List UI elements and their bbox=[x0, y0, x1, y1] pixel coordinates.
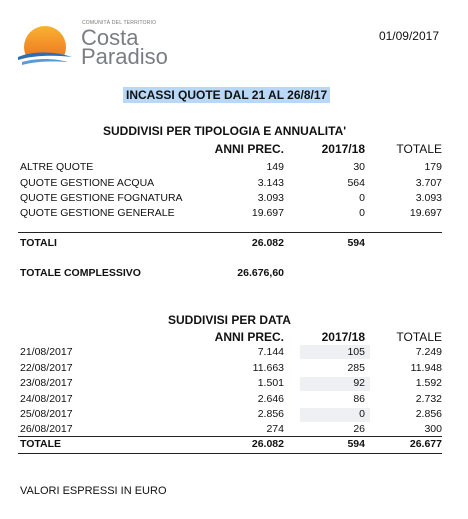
cell-curr: 285 bbox=[347, 362, 365, 374]
cell-total: 1.592 bbox=[415, 377, 442, 389]
divider bbox=[18, 453, 442, 454]
totals-prev: 26.082 bbox=[251, 438, 284, 450]
section1-heading: SUDDIVISI PER TIPOLOGIA E ANNUALITA' bbox=[103, 124, 347, 138]
cell-prev: 274 bbox=[266, 423, 284, 435]
totals-curr: 594 bbox=[347, 237, 365, 249]
section1-header-row bbox=[0, 142, 468, 158]
col-header-prev: ANNI PREC. bbox=[214, 142, 284, 156]
cell-total: 3.093 bbox=[415, 192, 442, 204]
row-label: QUOTE GESTIONE FOGNATURA bbox=[20, 192, 183, 204]
row-label: QUOTE GESTIONE GENERALE bbox=[20, 207, 175, 219]
totals-prev: 26.082 bbox=[251, 237, 284, 249]
cell-curr: 564 bbox=[347, 177, 365, 189]
row-label: 23/08/2017 bbox=[20, 377, 73, 389]
section2-heading: SUDDIVISI PER DATA bbox=[168, 313, 291, 327]
cell-prev: 2.646 bbox=[257, 393, 284, 405]
cell-curr: 0 bbox=[359, 192, 365, 204]
table-row bbox=[0, 346, 468, 362]
cell-total: 19.697 bbox=[409, 207, 442, 219]
cell-curr: 0 bbox=[359, 207, 365, 219]
cell-total: 179 bbox=[424, 161, 442, 173]
cell-curr: 86 bbox=[353, 393, 365, 405]
logo-name-line1: Costa bbox=[81, 25, 139, 50]
footer-note: VALORI ESPRESSI IN EURO bbox=[20, 485, 167, 497]
table-row bbox=[0, 362, 468, 378]
cell-prev: 19.697 bbox=[251, 207, 284, 219]
col-header-total: TOTALE bbox=[396, 142, 442, 156]
cell-total: 300 bbox=[424, 423, 442, 435]
cell-prev: 7.144 bbox=[257, 346, 284, 358]
col-header-prev: ANNI PREC. bbox=[214, 330, 284, 344]
document-title: INCASSI QUOTE DAL 21 AL 26/8/17 bbox=[123, 87, 330, 103]
cell-curr: 105 bbox=[347, 346, 365, 358]
col-header-total: TOTALE bbox=[396, 330, 442, 344]
row-label: QUOTE GESTIONE ACQUA bbox=[20, 177, 155, 189]
cell-curr: 92 bbox=[353, 377, 365, 389]
section2-header-row bbox=[0, 330, 468, 346]
cell-prev: 149 bbox=[266, 161, 284, 173]
table-row bbox=[0, 192, 468, 208]
col-header-curr: 2017/18 bbox=[321, 330, 365, 344]
table-row bbox=[0, 408, 468, 424]
cell-prev: 11.663 bbox=[252, 362, 284, 374]
row-label: 25/08/2017 bbox=[20, 408, 73, 420]
grand-total-row bbox=[0, 267, 468, 283]
document-date: 01/09/2017 bbox=[378, 29, 439, 43]
grand-total-value: 26.676,60 bbox=[237, 267, 284, 279]
sun-wave-logo-icon bbox=[14, 20, 76, 76]
table-row bbox=[0, 377, 468, 393]
table-row bbox=[0, 207, 468, 223]
cell-prev: 1.501 bbox=[257, 377, 284, 389]
divider bbox=[18, 436, 442, 437]
cell-curr: 26 bbox=[353, 423, 365, 435]
row-label: ALTRE QUOTE bbox=[20, 161, 94, 173]
grand-total-label: TOTALE COMPLESSIVO bbox=[20, 267, 141, 279]
row-label: 22/08/2017 bbox=[20, 362, 73, 374]
logo-subtitle: COMUNITÀ DEL TERRITORIO bbox=[82, 20, 157, 26]
totals-curr: 594 bbox=[347, 438, 365, 450]
cell-curr: 30 bbox=[353, 161, 365, 173]
divider bbox=[18, 232, 442, 233]
cell-total: 11.948 bbox=[410, 362, 442, 374]
row-label: 26/08/2017 bbox=[20, 423, 73, 435]
row-label: 21/08/2017 bbox=[20, 346, 73, 358]
totals-total: 26.677 bbox=[409, 438, 442, 450]
cell-total: 2.856 bbox=[415, 408, 442, 420]
table-row bbox=[0, 177, 468, 193]
cell-total: 3.707 bbox=[415, 177, 442, 189]
cell-prev: 3.093 bbox=[257, 192, 284, 204]
totals-row bbox=[0, 237, 468, 253]
totals-label: TOTALE bbox=[20, 438, 62, 450]
cell-total: 7.249 bbox=[415, 346, 442, 358]
totals-row bbox=[0, 438, 468, 454]
cell-total: 2.732 bbox=[415, 393, 442, 405]
totals-label: TOTALI bbox=[20, 237, 57, 249]
cell-prev: 2.856 bbox=[257, 408, 284, 420]
logo bbox=[14, 20, 174, 76]
table-row bbox=[0, 393, 468, 409]
table-row bbox=[0, 161, 468, 177]
cell-prev: 3.143 bbox=[257, 177, 284, 189]
cell-curr: 0 bbox=[359, 408, 365, 420]
row-label: 24/08/2017 bbox=[20, 393, 73, 405]
logo-name-line2: Paradiso bbox=[81, 44, 168, 69]
col-header-curr: 2017/18 bbox=[321, 142, 365, 156]
